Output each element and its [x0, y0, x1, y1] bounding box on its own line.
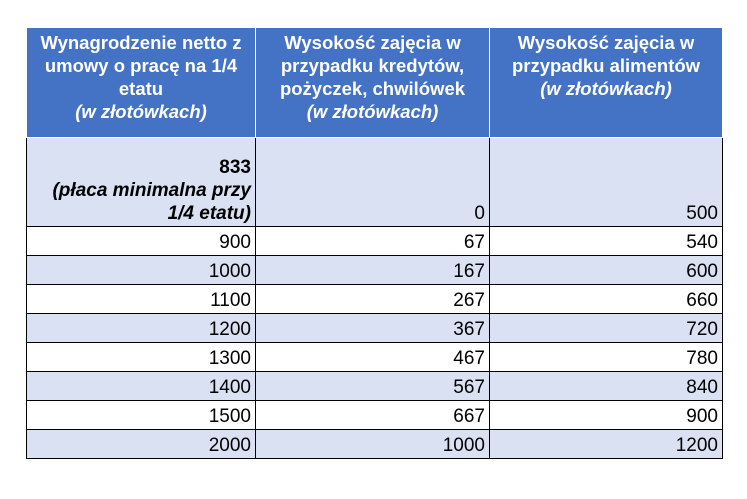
cell-credit: 567: [256, 372, 490, 401]
table-row: [27, 372, 723, 401]
cell-salary: 2000: [27, 430, 256, 459]
cell-salary: [27, 138, 256, 227]
cell-salary: 1300: [27, 343, 256, 372]
table-row: [27, 285, 723, 314]
table-row: [27, 256, 723, 285]
garnishment-table: [26, 27, 723, 459]
header-line: przypadku alimentów: [511, 55, 701, 76]
cell-salary: 1100: [27, 285, 256, 314]
table-row: [27, 314, 723, 343]
header-line: etatu: [118, 78, 164, 99]
header-line: przypadku kredytów,: [280, 55, 465, 76]
cell-alimony: 900: [490, 401, 723, 430]
cell-credit: 167: [256, 256, 490, 285]
cell-alimony: 780: [490, 343, 723, 372]
cell-credit: 667: [256, 401, 490, 430]
cell-alimony: 1200: [490, 430, 723, 459]
header-unit: (w złotówkach): [540, 78, 672, 99]
header-net-salary: [27, 28, 256, 138]
table-header: [27, 28, 723, 138]
cell-credit: 467: [256, 343, 490, 372]
header-alimony-garnishment: [490, 28, 723, 138]
minimum-salary-note: (płaca minimalna przy: [52, 180, 251, 201]
table-body: [27, 138, 723, 459]
cell-credit: 67: [256, 227, 490, 256]
cell-salary: 900: [27, 227, 256, 256]
header-line: Wynagrodzenie netto z: [40, 32, 242, 53]
header-unit: (w złotówkach): [75, 101, 207, 122]
cell-credit: 267: [256, 285, 490, 314]
header-credit-garnishment: [256, 28, 490, 138]
table-row: [27, 343, 723, 372]
cell-salary: 1000: [27, 256, 256, 285]
cell-credit: 367: [256, 314, 490, 343]
garnishment-table-container: [26, 27, 722, 459]
cell-alimony: 840: [490, 372, 723, 401]
cell-alimony: 720: [490, 314, 723, 343]
minimum-salary-note: 1/4 etatu): [167, 203, 251, 224]
cell-alimony: 540: [490, 227, 723, 256]
cell-credit: 0: [256, 138, 490, 227]
cell-salary: 1400: [27, 372, 256, 401]
header-line: umowy o pracę na 1/4: [44, 55, 238, 76]
header-row: [27, 28, 723, 138]
header-line: pożyczek, chwilówek: [279, 78, 466, 99]
header-unit: (w złotówkach): [306, 101, 439, 122]
cell-salary: 1200: [27, 314, 256, 343]
table-row: [27, 401, 723, 430]
minimum-salary-value: 833: [219, 157, 251, 178]
cell-salary: 1500: [27, 401, 256, 430]
header-line: Wysokość zajęcia w: [284, 32, 461, 53]
cell-alimony: 600: [490, 256, 723, 285]
cell-alimony: 660: [490, 285, 723, 314]
table-row: [27, 430, 723, 459]
cell-alimony: 500: [490, 138, 723, 227]
table-row-minimum-wage: [27, 138, 723, 227]
table-row: [27, 227, 723, 256]
cell-credit: 1000: [256, 430, 490, 459]
header-line: Wysokość zajęcia w: [517, 32, 695, 53]
